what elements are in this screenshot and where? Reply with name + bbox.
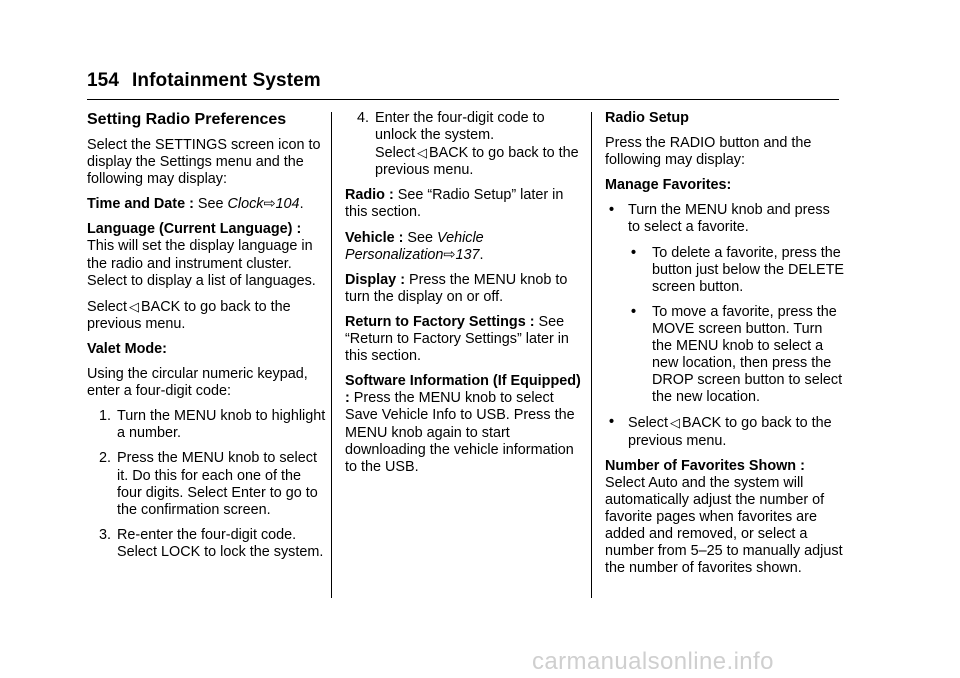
back-triangle-icon: ◁ bbox=[129, 298, 139, 314]
list-item: • Select ◁ BACK to go back to the previous menu. bbox=[609, 414, 832, 449]
page-ref[interactable]: 104 bbox=[275, 196, 300, 213]
radio-entry: Radio : See “Radio Setup” later in this section. bbox=[345, 187, 564, 221]
vehicle-entry: Vehicle : See Vehicle Personalization⇨137. bbox=[345, 229, 484, 263]
column-1 bbox=[87, 110, 327, 569]
display-entry: Display : Press the MENU knob to turn the display on or off. bbox=[345, 271, 568, 305]
manage-favorites-label: Manage Favorites: bbox=[605, 177, 732, 194]
intro-paragraph: Select the SETTINGS screen icon to display the Settings menu and the following may display: bbox=[87, 137, 321, 188]
time-date-label: Time and Date : bbox=[87, 196, 194, 213]
page-header bbox=[87, 70, 321, 92]
language-entry: Language (Current Language) : This will set the display language in the radio and instrument cluster. Select to display a list of languages. bbox=[87, 221, 316, 289]
list-item: • Turn the MENU knob and press to select a favorite. • To delete a favorite, press the button just below the DELETE screen button. • To move a favorite, press the MOVE screen button. Turn the MENU knob to select a new location, then press the DROP screen button to select the new location. bbox=[609, 202, 844, 406]
valet-steps-list bbox=[87, 408, 327, 561]
page-number: 154 bbox=[87, 70, 120, 91]
page-ref[interactable]: 137 bbox=[455, 246, 480, 263]
language-back-instruction: Select ◁ BACK to go back to the previous menu. bbox=[87, 298, 291, 332]
column-divider-2 bbox=[591, 112, 592, 598]
bullet-icon: • bbox=[631, 303, 637, 320]
language-label: Language (Current Language) : bbox=[87, 221, 302, 238]
num-favorites-entry: Number of Favorites Shown : Select Auto and the system will automatically adjust the number of favorite pages when favorites are added and removed, or select a number from 5–25 to manually adjust the number of favorites shown. bbox=[605, 457, 843, 577]
valet-intro: Using the circular numeric keypad, enter a four-digit code: bbox=[87, 366, 308, 400]
valet-mode-label: Valet Mode: bbox=[87, 340, 167, 357]
time-date-entry: Time and Date : See Clock⇨104. bbox=[87, 196, 304, 213]
list-item: 4. Enter the four-digit code to unlock the system. Select ◁ BACK to go back to the previous menu. bbox=[357, 110, 579, 179]
bullet-icon: • bbox=[609, 414, 615, 431]
back-triangle-icon: ◁ bbox=[417, 145, 427, 161]
num-favorites-label: Number of Favorites Shown : bbox=[605, 457, 805, 474]
factory-settings-entry: Return to Factory Settings : See “Return to Factory Settings” later in this section. bbox=[345, 313, 569, 365]
column-divider-1 bbox=[331, 112, 332, 598]
vehicle-personalization-link[interactable]: Vehicle Personalization bbox=[345, 229, 484, 263]
software-info-entry: Software Information (If Equipped) : Press the MENU knob to select Save Vehicle Info to USB. Press the MENU knob again to start downloading the vehicle information to the USB. bbox=[345, 373, 581, 475]
header-rule bbox=[87, 99, 839, 100]
bullet-icon: • bbox=[631, 244, 637, 261]
list-item: • To delete a favorite, press the button just below the DELETE screen button. bbox=[631, 244, 844, 295]
watermark: carmanualsonline.info bbox=[532, 648, 774, 675]
column-3 bbox=[605, 110, 845, 585]
list-item: 3. Re-enter the four-digit code. Select LOCK to lock the system. bbox=[99, 526, 324, 560]
page-ref-arrow-icon: ⇨ bbox=[263, 196, 276, 213]
column-2 bbox=[345, 110, 585, 484]
valet-steps-continued bbox=[345, 110, 585, 179]
radio-setup-text: Press the RADIO button and the following may display: bbox=[605, 135, 812, 169]
list-item: • To move a favorite, press the MOVE screen button. Turn the MENU knob to select a new location, then press the DROP screen button to select the new location. bbox=[631, 303, 843, 406]
chapter-title: Infotainment System bbox=[132, 70, 321, 91]
back-triangle-icon: ◁ bbox=[670, 415, 680, 431]
bullet-icon: • bbox=[609, 202, 615, 219]
section-title: Setting Radio Preferences bbox=[87, 111, 287, 128]
favorites-sublist bbox=[628, 245, 845, 407]
favorites-list bbox=[605, 202, 845, 449]
list-item: 1. Turn the MENU knob to highlight a number. bbox=[99, 408, 326, 442]
list-item: 2. Press the MENU knob to select it. Do this for each one of the four digits. Select Enter to go to the confirmation screen. bbox=[99, 450, 318, 518]
radio-setup-heading: Radio Setup bbox=[605, 110, 689, 126]
page-ref-arrow-icon: ⇨ bbox=[443, 246, 456, 263]
clock-link[interactable]: Clock bbox=[227, 196, 264, 213]
